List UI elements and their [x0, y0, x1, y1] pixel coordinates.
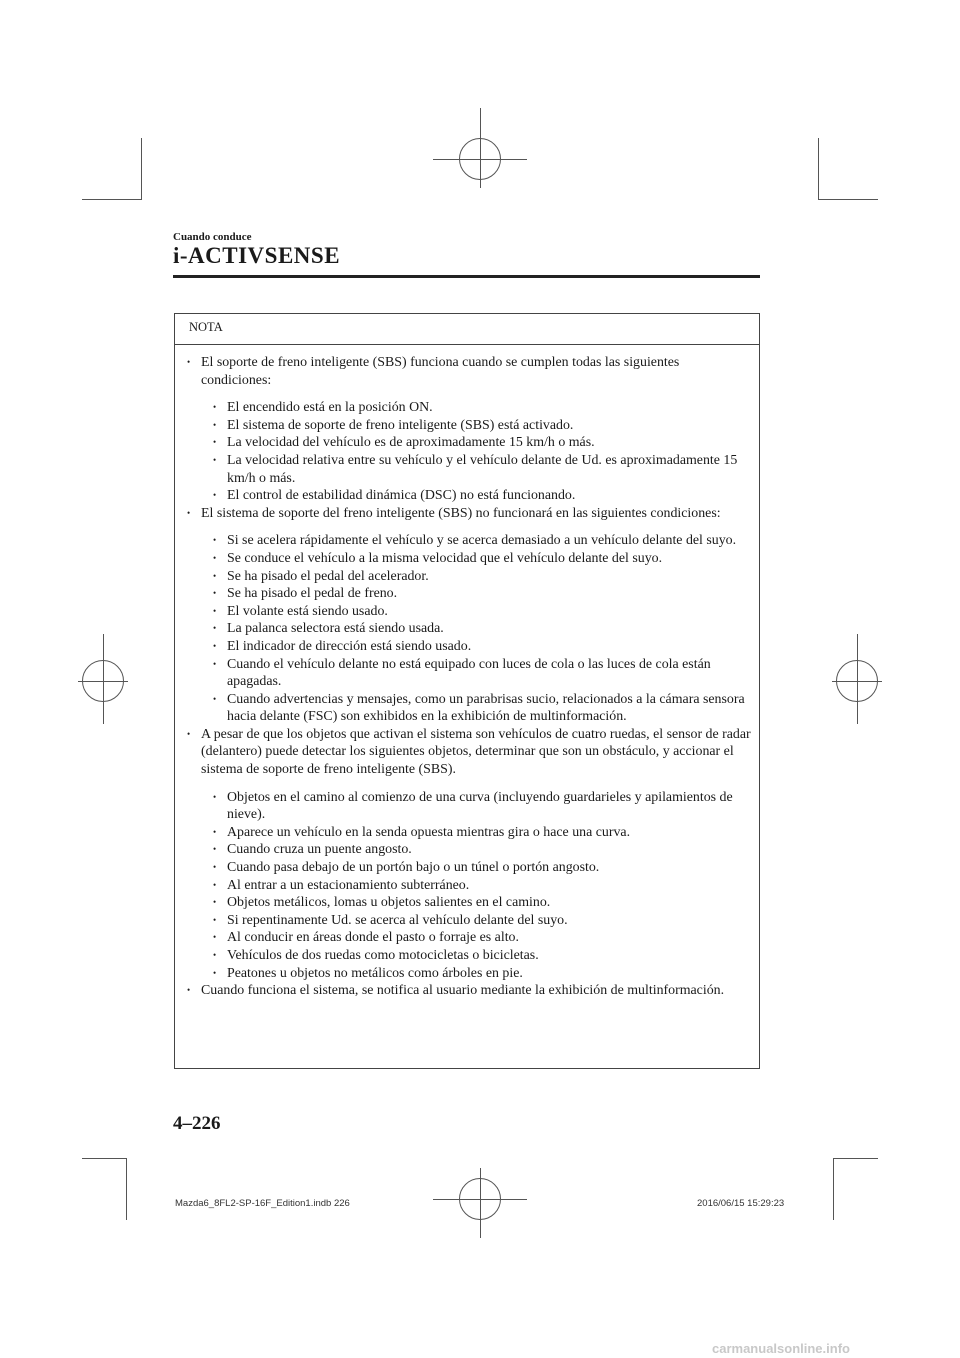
note-item: • Si repentinamente Ud. se acerca al vehículo delante del suyo. — [187, 912, 753, 930]
note-item: • Aparece un vehículo en la senda opuesta mientras gira o hace una curva. — [187, 824, 753, 842]
note-item: • A pesar de que los objetos que activan el sistema son vehículos de cuatro ruedas, el sensor de radar (delantero) puede detectar los siguientes objetos, determinar que son un obstáculo, y accionar el sistema de soporte de freno inteligente (SBS). — [187, 726, 753, 779]
note-item: • El indicador de dirección está siendo usado. — [187, 638, 753, 656]
note-item: • La velocidad relativa entre su vehículo y el vehículo delante de Ud. es aproximadamente 15 km/h o más. — [187, 452, 753, 487]
note-item: • Si se acelera rápidamente el vehículo y se acerca demasiado a un vehículo delante del suyo. — [187, 532, 753, 550]
note-item: • Objetos en el camino al comienzo de una curva (incluyendo guardarieles y apilamientos de nieve). — [187, 789, 753, 824]
note-item: • Vehículos de dos ruedas como motocicletas o bicicletas. — [187, 947, 753, 965]
note-item: • Al entrar a un estacionamiento subterráneo. — [187, 877, 753, 895]
note-item: • Cuando pasa debajo de un portón bajo o un túnel o portón angosto. — [187, 859, 753, 877]
crop-mark — [141, 138, 142, 200]
crop-mark — [82, 199, 142, 200]
note-item: • El soporte de freno inteligente (SBS) funciona cuando se cumplen todas las siguientes condiciones: — [187, 354, 753, 389]
page-number: 4–226 — [173, 1113, 221, 1134]
note-item: • Se ha pisado el pedal de freno. — [187, 585, 753, 603]
note-box — [174, 313, 760, 1069]
note-item: • El encendido está en la posición ON. — [187, 399, 753, 417]
note-body — [175, 345, 759, 1000]
note-item: • Al conducir en áreas donde el pasto o forraje es alto. — [187, 929, 753, 947]
note-item: • El volante está siendo usado. — [187, 603, 753, 621]
footer-timestamp: 2016/06/15 15:29:23 — [697, 1198, 785, 1209]
note-item: • Cuando advertencias y mensajes, como un parabrisas sucio, relacionados a la cámara sensora hacia delante (FSC) son exhibidos en la exhibición de multinformación. — [187, 691, 753, 726]
note-item: • Cuando el vehículo delante no está equipado con luces de cola o las luces de cola están apagadas. — [187, 656, 753, 691]
note-item: • Se ha pisado el pedal del acelerador. — [187, 568, 753, 586]
note-item: • La velocidad del vehículo es de aproximadamente 15 km/h o más. — [187, 434, 753, 452]
note-item: • Cuando funciona el sistema, se notifica al usuario mediante la exhibición de multinformación. — [187, 982, 753, 1000]
crop-mark — [818, 138, 819, 200]
crop-mark — [126, 1158, 127, 1220]
note-item: • El control de estabilidad dinámica (DSC) no está funcionando. — [187, 487, 753, 505]
note-item: • El sistema de soporte de freno inteligente (SBS) está activado. — [187, 417, 753, 435]
note-item: • El sistema de soporte del freno inteligente (SBS) no funcionará en las siguientes condiciones: — [187, 505, 753, 523]
note-item: • La palanca selectora está siendo usada. — [187, 620, 753, 638]
note-heading: NOTA — [175, 314, 759, 345]
watermark: carmanualsonline.info — [712, 1341, 850, 1356]
footer-file-info: Mazda6_8FL2-SP-16F_Edition1.indb 226 — [175, 1198, 350, 1209]
note-item: • Se conduce el vehículo a la misma velocidad que el vehículo delante del suyo. — [187, 550, 753, 568]
crop-mark — [818, 199, 878, 200]
crop-mark — [833, 1158, 878, 1159]
note-item: • Objetos metálicos, lomas u objetos salientes en el camino. — [187, 894, 753, 912]
note-item: • Cuando cruza un puente angosto. — [187, 841, 753, 859]
section-label: Cuando conduce — [173, 231, 252, 243]
crop-mark — [82, 1158, 127, 1159]
note-item: • Peatones u objetos no metálicos como árboles en pie. — [187, 965, 753, 983]
page-title: i-ACTIVSENSE — [173, 243, 341, 268]
title-rule — [173, 275, 760, 278]
crop-mark — [833, 1158, 834, 1220]
